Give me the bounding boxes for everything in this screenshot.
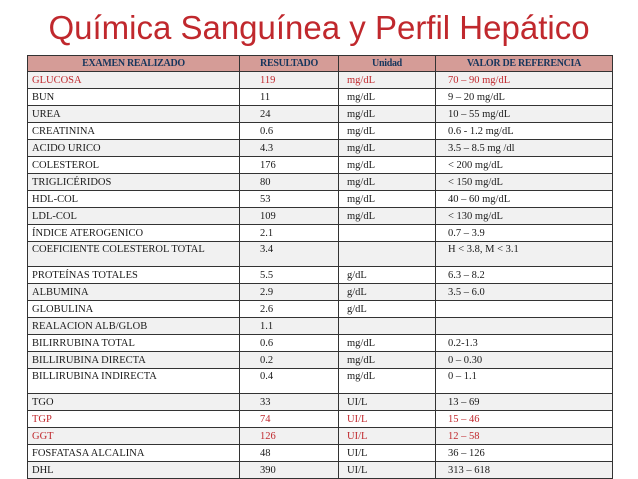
unit-cell: mg/dL [339, 89, 436, 106]
exam-name-cell: ACIDO URICO [28, 140, 240, 157]
exam-name-cell: BILLIRUBINA INDIRECTA [28, 369, 240, 394]
result-cell: 2.6 [240, 301, 339, 318]
table-row [28, 72, 613, 89]
result-cell: 2.1 [240, 225, 339, 242]
result-cell: 48 [240, 445, 339, 462]
exam-name-cell: TRIGLICÉRIDOS [28, 174, 240, 191]
result-cell: 3.4 [240, 242, 339, 267]
table-row [28, 394, 613, 411]
reference-cell: 6.3 – 8.2 [436, 267, 613, 284]
unit-cell [339, 225, 436, 242]
unit-cell: mg/dL [339, 335, 436, 352]
table-row [28, 267, 613, 284]
exam-name-cell: ALBUMINA [28, 284, 240, 301]
result-cell: 74 [240, 411, 339, 428]
header-exam: EXAMEN REALIZADO [28, 56, 240, 72]
table-row [28, 335, 613, 352]
table-row [28, 89, 613, 106]
unit-cell: mg/dL [339, 72, 436, 89]
reference-cell [436, 318, 613, 335]
reference-cell: 0 – 0.30 [436, 352, 613, 369]
unit-cell: mg/dL [339, 369, 436, 394]
result-cell: 2.9 [240, 284, 339, 301]
table-row [28, 225, 613, 242]
unit-cell [339, 318, 436, 335]
result-cell: 33 [240, 394, 339, 411]
table-row [28, 106, 613, 123]
reference-cell: < 150 mg/dL [436, 174, 613, 191]
unit-cell: mg/dL [339, 140, 436, 157]
header-reference: VALOR DE REFERENCIA [436, 56, 613, 72]
result-cell: 176 [240, 157, 339, 174]
result-cell: 0.4 [240, 369, 339, 394]
exam-name-cell: COLESTEROL [28, 157, 240, 174]
table-header [28, 56, 613, 72]
reference-cell: < 130 mg/dL [436, 208, 613, 225]
table-row [28, 462, 613, 479]
unit-cell: mg/dL [339, 174, 436, 191]
reference-cell [436, 301, 613, 318]
unit-cell: mg/dL [339, 123, 436, 140]
reference-cell: 9 – 20 mg/dL [436, 89, 613, 106]
unit-cell: g/dL [339, 301, 436, 318]
table-row [28, 284, 613, 301]
result-cell: 109 [240, 208, 339, 225]
exam-name-cell: BILIRRUBINA TOTAL [28, 335, 240, 352]
result-cell: 0.6 [240, 335, 339, 352]
header-unit: Unidad [339, 56, 436, 72]
unit-cell: UI/L [339, 411, 436, 428]
reference-cell: 313 – 618 [436, 462, 613, 479]
reference-cell: 3.5 – 6.0 [436, 284, 613, 301]
reference-cell: < 200 mg/dL [436, 157, 613, 174]
header-row [28, 56, 613, 72]
unit-cell: UI/L [339, 445, 436, 462]
header-result: RESULTADO [240, 56, 339, 72]
result-cell: 0.2 [240, 352, 339, 369]
exam-name-cell: GLUCOSA [28, 72, 240, 89]
reference-cell: 36 – 126 [436, 445, 613, 462]
table-row [28, 123, 613, 140]
table-row [28, 242, 613, 267]
reference-cell: 15 – 46 [436, 411, 613, 428]
reference-cell: 70 – 90 mg/dL [436, 72, 613, 89]
table-row [28, 352, 613, 369]
reference-cell: 10 – 55 mg/dL [436, 106, 613, 123]
table-row [28, 191, 613, 208]
table-row [28, 428, 613, 445]
results-table [27, 55, 613, 479]
result-cell: 126 [240, 428, 339, 445]
exam-name-cell: GGT [28, 428, 240, 445]
table-row [28, 445, 613, 462]
table-row [28, 318, 613, 335]
exam-name-cell: UREA [28, 106, 240, 123]
result-cell: 5.5 [240, 267, 339, 284]
exam-name-cell: TGO [28, 394, 240, 411]
unit-cell: mg/dL [339, 352, 436, 369]
reference-cell: H < 3.8, M < 3.1 [436, 242, 613, 267]
unit-cell: UI/L [339, 394, 436, 411]
reference-cell: 0.2-1.3 [436, 335, 613, 352]
reference-cell: 3.5 – 8.5 mg /dl [436, 140, 613, 157]
table-row [28, 411, 613, 428]
result-cell: 119 [240, 72, 339, 89]
exam-name-cell: ÍNDICE ATEROGENICO [28, 225, 240, 242]
table-row [28, 140, 613, 157]
unit-cell: UI/L [339, 462, 436, 479]
reference-cell: 0 – 1.1 [436, 369, 613, 394]
reference-cell: 40 – 60 mg/dL [436, 191, 613, 208]
table-row [28, 208, 613, 225]
exam-name-cell: HDL-COL [28, 191, 240, 208]
reference-cell: 12 – 58 [436, 428, 613, 445]
table-row [28, 369, 613, 394]
result-cell: 390 [240, 462, 339, 479]
result-cell: 24 [240, 106, 339, 123]
result-cell: 53 [240, 191, 339, 208]
exam-name-cell: REALACION ALB/GLOB [28, 318, 240, 335]
unit-cell: mg/dL [339, 208, 436, 225]
table-row [28, 157, 613, 174]
result-cell: 1.1 [240, 318, 339, 335]
page-title: Química Sanguínea y Perfil Hepático [48, 9, 590, 46]
exam-name-cell: BUN [28, 89, 240, 106]
unit-cell: mg/dL [339, 191, 436, 208]
reference-cell: 13 – 69 [436, 394, 613, 411]
exam-name-cell: CREATININA [28, 123, 240, 140]
exam-name-cell: LDL-COL [28, 208, 240, 225]
exam-name-cell: GLOBULINA [28, 301, 240, 318]
table-row [28, 301, 613, 318]
reference-cell: 0.7 – 3.9 [436, 225, 613, 242]
result-cell: 11 [240, 89, 339, 106]
exam-name-cell: BILLIRUBINA DIRECTA [28, 352, 240, 369]
unit-cell: g/dL [339, 284, 436, 301]
unit-cell: mg/dL [339, 106, 436, 123]
result-cell: 0.6 [240, 123, 339, 140]
reference-cell: 0.6 - 1.2 mg/dL [436, 123, 613, 140]
table-body [28, 72, 613, 479]
unit-cell [339, 242, 436, 267]
exam-name-cell: TGP [28, 411, 240, 428]
exam-name-cell: DHL [28, 462, 240, 479]
table-row [28, 174, 613, 191]
exam-name-cell: PROTEÍNAS TOTALES [28, 267, 240, 284]
result-cell: 80 [240, 174, 339, 191]
exam-name-cell: FOSFATASA ALCALINA [28, 445, 240, 462]
unit-cell: UI/L [339, 428, 436, 445]
unit-cell: mg/dL [339, 157, 436, 174]
result-cell: 4.3 [240, 140, 339, 157]
unit-cell: g/dL [339, 267, 436, 284]
exam-name-cell: COEFICIENTE COLESTEROL TOTAL [28, 242, 240, 267]
